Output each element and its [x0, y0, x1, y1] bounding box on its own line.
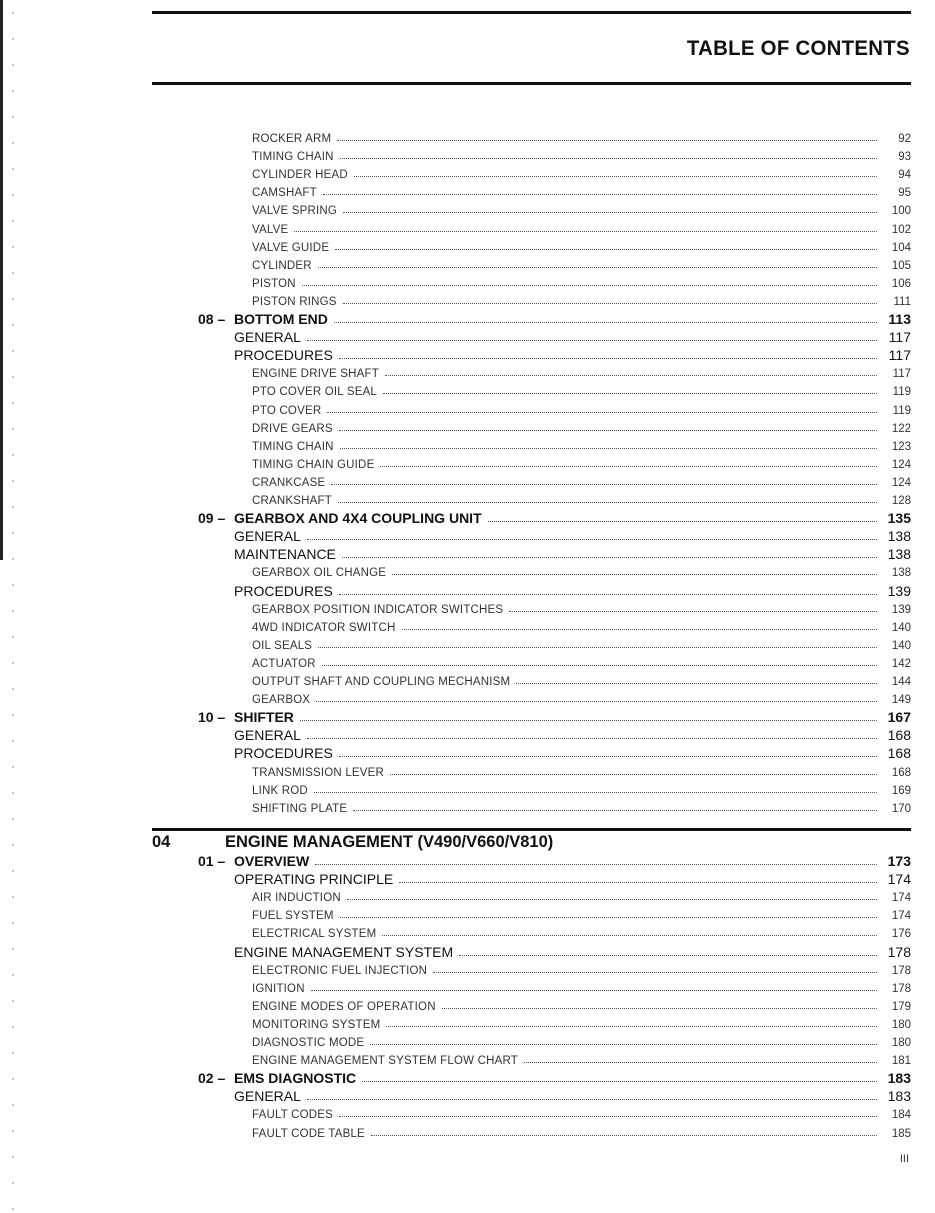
toc-entry-label: TRANSMISSION LEVER: [252, 766, 385, 779]
toc-entry-page: 139: [887, 582, 911, 599]
chapter-number: 08 –: [198, 311, 226, 327]
toc-entry[interactable]: [152, 438, 911, 456]
toc-entry-page: 111: [893, 295, 911, 308]
toc-entry-page: 117: [892, 368, 911, 381]
toc-entry-page: 179: [891, 1000, 911, 1013]
toc-entry[interactable]: [152, 853, 911, 871]
dot-leader: [509, 601, 877, 613]
toc-entry[interactable]: [152, 1016, 911, 1034]
section-number: 04: [152, 833, 171, 851]
toc-entry-label: GENERAL: [234, 727, 301, 744]
toc-entry-page: 128: [891, 495, 911, 507]
dot-leader: [337, 130, 877, 142]
toc-entry[interactable]: [152, 1088, 911, 1106]
toc-entry[interactable]: [152, 202, 911, 220]
dot-leader: [399, 872, 877, 884]
toc-entry-label: 4WD INDICATOR SWITCH: [252, 621, 396, 634]
toc-entry[interactable]: [152, 673, 911, 691]
toc-entry-page: 183: [887, 1088, 911, 1105]
toc-entry-label: GEARBOX AND 4X4 COUPLING UNIT: [234, 510, 482, 527]
toc-entry[interactable]: [152, 962, 911, 980]
toc-entry-label: ENGINE MODES OF OPERATION: [252, 1000, 436, 1013]
toc-entry[interactable]: [152, 474, 911, 492]
toc-entry-page: 168: [887, 727, 911, 744]
section-title: ENGINE MANAGEMENT (V490/V660/V810): [225, 833, 554, 851]
header-rule-bottom: [152, 82, 911, 85]
toc-entry-page: 139: [891, 603, 911, 616]
toc-entry-page: 178: [887, 943, 911, 960]
toc-entry-label: AIR INDUCTION: [252, 892, 341, 905]
toc-entry-label: TIMING CHAIN: [252, 151, 334, 164]
toc-entry-label: PISTON: [252, 277, 296, 290]
toc-entry[interactable]: [152, 1070, 911, 1088]
dot-leader: [339, 1106, 877, 1118]
toc-entry-page: 123: [891, 440, 911, 453]
toc-entry[interactable]: [152, 148, 911, 166]
toc-entry[interactable]: [152, 1052, 911, 1070]
toc-entry-page: 173: [887, 853, 911, 869]
toc-entry-label: GENERAL: [234, 329, 301, 346]
dot-leader: [343, 293, 877, 305]
dot-leader: [459, 945, 877, 957]
toc-entry-label: OUTPUT SHAFT AND COUPLING MECHANISM: [252, 676, 511, 688]
toc-entry-page: 184: [891, 1109, 911, 1122]
dot-leader: [386, 1016, 877, 1028]
toc-entry-label: PROCEDURES: [234, 745, 333, 762]
toc-entry[interactable]: [152, 402, 911, 420]
binder-edge: [0, 0, 3, 1213]
toc-entry-page: 124: [891, 458, 911, 471]
dot-leader: [362, 1071, 877, 1083]
toc-entry-page: 169: [891, 784, 911, 797]
toc-entry-page: 174: [891, 910, 911, 923]
toc-entry-label: PTO COVER OIL SEAL: [252, 386, 378, 399]
toc-entry-label: TIMING CHAIN GUIDE: [252, 458, 375, 471]
toc-entry-label: VALVE SPRING: [252, 205, 338, 218]
toc-entry-page: 174: [891, 892, 911, 905]
dot-leader: [488, 511, 877, 523]
dot-leader: [307, 330, 877, 342]
dot-leader: [314, 782, 877, 794]
toc-entry-page: 135: [887, 510, 911, 527]
dot-leader: [340, 148, 877, 160]
dot-leader: [311, 980, 877, 992]
toc-entry[interactable]: [152, 275, 911, 293]
dot-leader: [315, 854, 877, 866]
toc-entry-page: 105: [891, 259, 911, 272]
page-number: III: [899, 1153, 909, 1165]
toc-entry[interactable]: [152, 727, 911, 745]
dot-leader: [318, 637, 877, 649]
toc-entry[interactable]: [152, 257, 911, 275]
toc-entry-label: GENERAL: [234, 1088, 301, 1105]
toc-entry-page: 176: [891, 928, 911, 941]
toc-entry-page: 174: [887, 871, 911, 888]
dot-leader: [331, 474, 877, 486]
toc-entry[interactable]: [152, 365, 911, 383]
dot-leader: [307, 529, 877, 541]
dot-leader: [322, 655, 877, 667]
toc-entry-page: 183: [887, 1070, 911, 1087]
dot-leader: [392, 564, 877, 576]
dot-leader: [302, 275, 877, 287]
dot-leader: [343, 202, 877, 214]
dot-leader: [433, 962, 877, 974]
toc-entry[interactable]: [152, 637, 911, 655]
toc-entry[interactable]: [152, 998, 911, 1016]
toc-entry-label: SHIFTER: [234, 709, 294, 726]
toc-entry-label: CAMSHAFT: [252, 187, 317, 200]
chapter-number: 10 –: [198, 709, 226, 726]
toc-entry[interactable]: [152, 166, 911, 184]
toc-entry[interactable]: [152, 601, 911, 619]
toc-entry-page: 117: [888, 329, 911, 346]
dot-leader: [382, 925, 877, 937]
toc-entry-page: 138: [891, 567, 911, 580]
toc-entry-page: 140: [891, 621, 911, 634]
toc-entry-page: 185: [891, 1127, 911, 1140]
toc-entry[interactable]: [152, 1125, 911, 1143]
toc-entry-page: 138: [887, 528, 911, 545]
toc-entry[interactable]: [152, 329, 911, 347]
toc-entry[interactable]: [152, 564, 911, 582]
toc-entry[interactable]: [152, 347, 911, 365]
dot-leader: [383, 383, 877, 395]
toc-entry-page: 140: [891, 639, 911, 652]
dot-leader: [318, 257, 877, 269]
dot-leader: [327, 402, 877, 414]
toc-entry[interactable]: [152, 800, 911, 818]
toc-entry-label: GEARBOX OIL CHANGE: [252, 567, 387, 580]
toc-entry-label: ELECTRONIC FUEL INJECTION: [252, 964, 428, 977]
toc-entry[interactable]: [152, 184, 911, 202]
chapter-number: 01 –: [198, 853, 226, 869]
toc-entry-label: MONITORING SYSTEM: [252, 1018, 381, 1031]
toc-entry[interactable]: [152, 1106, 911, 1124]
toc-entry-label: GEARBOX POSITION INDICATOR SWITCHES: [252, 603, 504, 616]
toc-entry[interactable]: [152, 655, 911, 673]
toc-entry-page: 94: [898, 169, 911, 182]
page-title: TABLE OF CONTENTS: [687, 37, 910, 60]
dot-leader: [307, 1089, 877, 1101]
toc-entry-label: EMS DIAGNOSTIC: [234, 1070, 357, 1087]
toc-entry-label: DIAGNOSTIC MODE: [252, 1037, 365, 1049]
toc-entry-label: CYLINDER HEAD: [252, 169, 348, 182]
toc-entry-label: PISTON RINGS: [252, 295, 337, 308]
toc-entry-page: 168: [887, 745, 911, 762]
toc-entry-page: 119: [892, 386, 911, 399]
toc-entry[interactable]: [152, 782, 911, 800]
toc-entry[interactable]: [152, 221, 911, 239]
toc-entry-label: OIL SEALS: [252, 639, 313, 652]
toc-entry-label: CYLINDER: [252, 259, 312, 272]
dot-leader: [339, 420, 877, 432]
toc-entry-label: ENGINE MANAGEMENT SYSTEM FLOW CHART: [252, 1055, 518, 1068]
toc-entry-page: 119: [892, 404, 911, 417]
dot-leader: [316, 691, 877, 703]
dot-leader: [307, 728, 877, 740]
dot-leader: [354, 166, 877, 178]
dot-leader: [524, 1052, 877, 1064]
dot-leader: [402, 619, 878, 631]
toc-entry[interactable]: [152, 980, 911, 998]
toc-entry-label: ACTUATOR: [252, 657, 316, 670]
toc-entry-page: 106: [891, 277, 911, 290]
toc-entry-label: ENGINE MANAGEMENT SYSTEM: [234, 943, 454, 960]
toc-entry[interactable]: [152, 871, 911, 889]
toc-entry[interactable]: [152, 907, 911, 925]
dot-leader: [347, 889, 877, 901]
toc-entry-label: CRANKSHAFT: [252, 495, 332, 507]
dot-leader: [339, 746, 877, 758]
toc-entry[interactable]: [152, 764, 911, 782]
toc-entry[interactable]: [152, 546, 911, 564]
toc-entry-page: 92: [898, 133, 911, 145]
toc-entry[interactable]: [152, 709, 911, 727]
toc-entry-label: PTO COVER: [252, 404, 322, 417]
header-rule-top: [152, 11, 911, 14]
chapter-number: 09 –: [198, 510, 226, 527]
toc-entry-label: CRANKCASE: [252, 476, 326, 489]
toc-entry[interactable]: [152, 691, 911, 709]
dot-leader: [516, 673, 877, 685]
toc-entry[interactable]: [152, 293, 911, 311]
toc-entry-page: 149: [891, 694, 911, 707]
toc-entry-label: DRIVE GEARS: [252, 422, 333, 435]
dot-leader: [370, 1034, 877, 1046]
toc-entry-label: FAULT CODE TABLE: [252, 1127, 365, 1140]
toc-entry-page: 144: [891, 676, 911, 688]
dot-leader: [339, 348, 877, 360]
toc-entry-label: GENERAL: [234, 528, 301, 545]
section-divider: [152, 828, 911, 831]
dot-leader: [342, 547, 877, 559]
dot-leader: [334, 312, 877, 324]
toc-entry-label: OVERVIEW: [234, 853, 310, 869]
toc-entry-page: 113: [888, 311, 911, 327]
toc-entry[interactable]: [152, 528, 911, 546]
toc-entry-page: 181: [891, 1055, 911, 1068]
toc-entry[interactable]: [152, 239, 911, 257]
toc-entry-page: 122: [891, 422, 911, 435]
toc-entry[interactable]: [152, 130, 911, 148]
toc-entry[interactable]: [152, 1034, 911, 1052]
toc-entry[interactable]: [152, 745, 911, 763]
toc-entry-page: 167: [887, 709, 911, 726]
toc-entry[interactable]: [152, 583, 911, 601]
toc-entry-label: BOTTOM END: [234, 311, 328, 327]
toc-entry-page: 95: [898, 187, 911, 200]
toc-entry-page: 168: [891, 766, 911, 779]
toc-entry-page: 142: [891, 657, 911, 670]
dot-leader: [340, 438, 877, 450]
toc-entry-label: FAULT CODES: [252, 1109, 334, 1122]
toc-entry-label: ELECTRICAL SYSTEM: [252, 928, 377, 941]
toc-entry[interactable]: [152, 889, 911, 907]
dot-leader: [390, 764, 877, 776]
toc-entry-label: ROCKER ARM: [252, 133, 332, 145]
dot-leader: [335, 239, 877, 251]
toc-entry-page: 170: [891, 802, 911, 815]
toc-entry[interactable]: [152, 944, 911, 962]
toc-entry[interactable]: [152, 311, 911, 329]
dot-leader: [294, 221, 877, 233]
dot-leader: [339, 584, 877, 596]
toc-entry-label: VALVE: [252, 223, 289, 236]
toc-entry-page: 178: [891, 964, 911, 977]
toc-entry-label: VALVE GUIDE: [252, 241, 330, 254]
toc-entry-label: FUEL SYSTEM: [252, 910, 334, 923]
toc-entry-label: GEARBOX: [252, 694, 311, 707]
toc-entry-page: 180: [891, 1037, 911, 1049]
dot-leader: [371, 1125, 877, 1137]
toc-entry-page: 180: [891, 1018, 911, 1031]
toc-entry-label: SHIFTING PLATE: [252, 802, 348, 815]
toc-entry-page: 178: [891, 982, 911, 995]
toc-entry-label: MAINTENANCE: [234, 546, 336, 563]
toc-entry-page: 93: [898, 151, 911, 164]
toc-entry-label: PROCEDURES: [234, 347, 333, 364]
dot-leader: [442, 998, 877, 1010]
dot-leader: [353, 800, 877, 812]
dot-leader: [300, 710, 877, 722]
toc-entry-label: OPERATING PRINCIPLE: [234, 871, 394, 888]
toc-entry[interactable]: [152, 510, 911, 528]
toc-entry[interactable]: [152, 456, 911, 474]
toc-entry-page: 124: [891, 476, 911, 489]
toc-entry-label: PROCEDURES: [234, 582, 333, 599]
dot-leader: [338, 492, 877, 504]
toc-entry-page: 100: [891, 205, 911, 218]
toc-entry-page: 104: [891, 241, 911, 254]
dot-leader: [380, 456, 877, 468]
toc-entry-label: IGNITION: [252, 982, 305, 995]
toc-entry[interactable]: [152, 383, 911, 401]
binder-holes: [10, 0, 16, 1213]
toc-entry-label: LINK ROD: [252, 784, 308, 797]
chapter-number: 02 –: [198, 1070, 226, 1087]
toc-entry-page: 138: [887, 546, 911, 563]
toc-entry-label: ENGINE DRIVE SHAFT: [252, 368, 379, 381]
toc-entry[interactable]: [152, 492, 911, 510]
dot-leader: [323, 184, 877, 196]
dot-leader: [385, 365, 877, 377]
toc-entry[interactable]: [152, 420, 911, 438]
toc-entry-label: TIMING CHAIN: [252, 440, 334, 453]
section-heading: [152, 833, 553, 852]
toc-entry[interactable]: [152, 925, 911, 943]
toc-entry[interactable]: [152, 619, 911, 637]
dot-leader: [340, 907, 877, 919]
toc-entry-page: 117: [888, 347, 911, 364]
toc-entry-page: 102: [891, 223, 911, 236]
